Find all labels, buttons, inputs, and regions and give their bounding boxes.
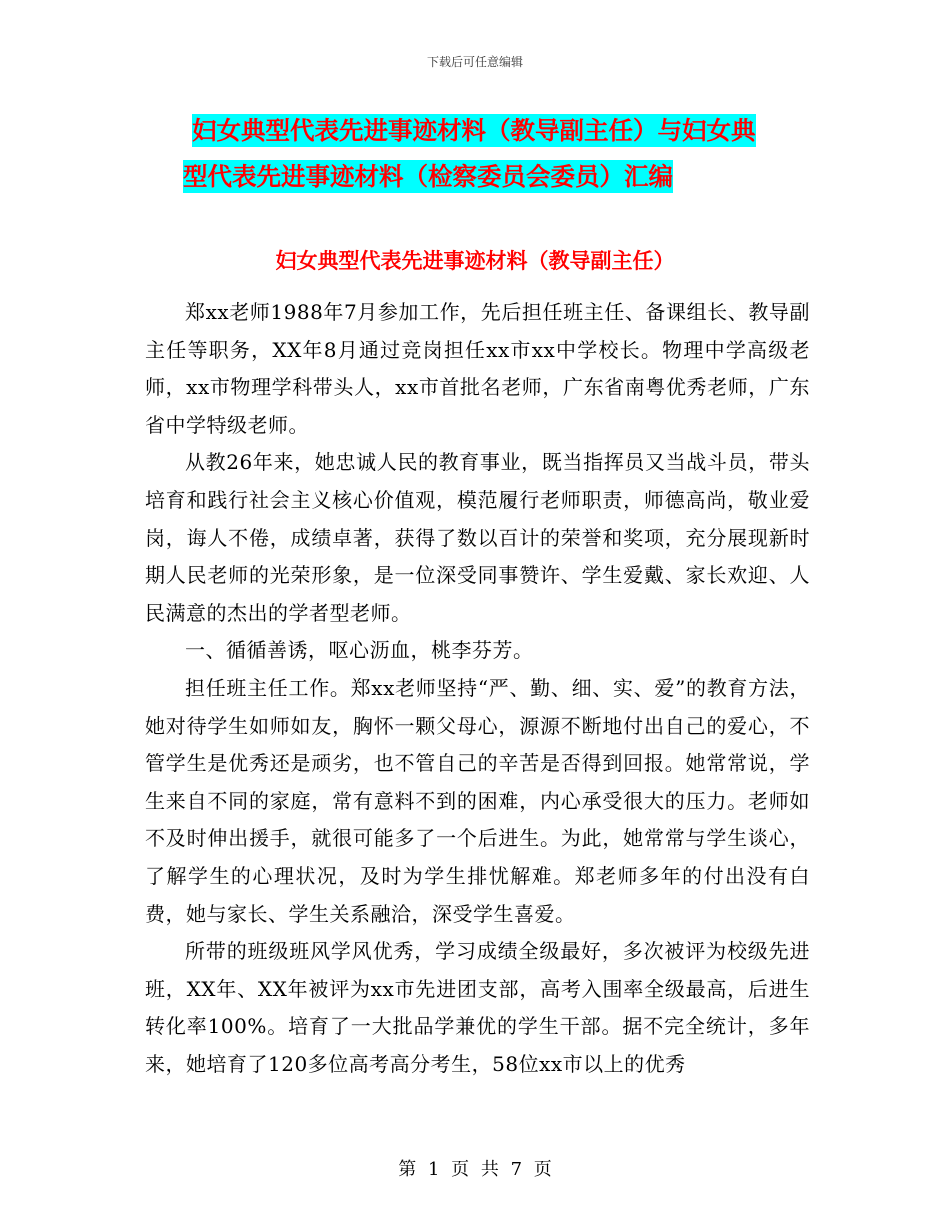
header-note: 下载后可任意编辑 (426, 55, 523, 69)
paragraph-heading: 一、循循善诱，呕心沥血，桃李芬芳。 (185, 638, 534, 663)
page-number: 第 1 页 共 7 页 (398, 1159, 552, 1180)
paragraph: 郑xx老师1988年7月参加工作，先后担任班主任、备课组长、教导副主任等职务，XX年8月通过竞岗担任xx市xx中学校长。物理中学高级老师，xx市物理学科带头人，xx市首批名老师，广东省南粤优秀老师，广东省中学特级老师。 (145, 300, 810, 437)
document-title (180, 108, 820, 200)
paragraph: 担任班主任工作。郑xx老师坚持“严、勤、细、实、爱”的教育方法，她对待学生如师如友，胸怀一颗父母心，源源不断地付出自己的爱心，不管学生是优秀还是顽劣，也不管自己的辛苦是否得到回报。她常常说，学生来自不同的家庭，常有意料不到的困难，内心承受很大的压力。老师如不及时伸出援手，就很可能多了一个后进生。为此，她常常与学生谈心，了解学生的心理状况，及时为学生排忧解难。郑老师多年的付出没有白费，她与家长、学生关系融洽，深受学生喜爱。 (145, 675, 810, 926)
title-line-2: 型代表先进事迹材料（检察委员会委员）汇编 (183, 162, 673, 191)
title-line-1: 妇女典型代表先进事迹材料（教导副主任）与妇女典 (192, 116, 756, 145)
paragraph: 所带的班级班风学风优秀，学习成绩全级最好，多次被评为校级先进班，XX年、XX年被评为xx市先进团支部，高考入围率全级最高，后进生转化率100%。培育了一大批品学兼优的学生干部。据不完全统计，多年来，她培育了120多位高考高分考生，58位xx市以上的优秀 (145, 939, 810, 1076)
paragraph: 从教26年来，她忠诚人民的教育事业，既当指挥员又当战斗员，带头培育和践行社会主义核心价值观，模范履行老师职责，师德高尚，敬业爱岗，诲人不倦，成绩卓著，获得了数以百计的荣誉和奖项，充分展现新时期人民老师的光荣形象，是一位深受同事赞许、学生爱戴、家长欢迎、人民满意的杰出的学者型老师。 (145, 450, 810, 625)
document-body (145, 294, 810, 1083)
section-title: 妇女典型代表先进事迹材料（教导副主任） (275, 249, 675, 273)
